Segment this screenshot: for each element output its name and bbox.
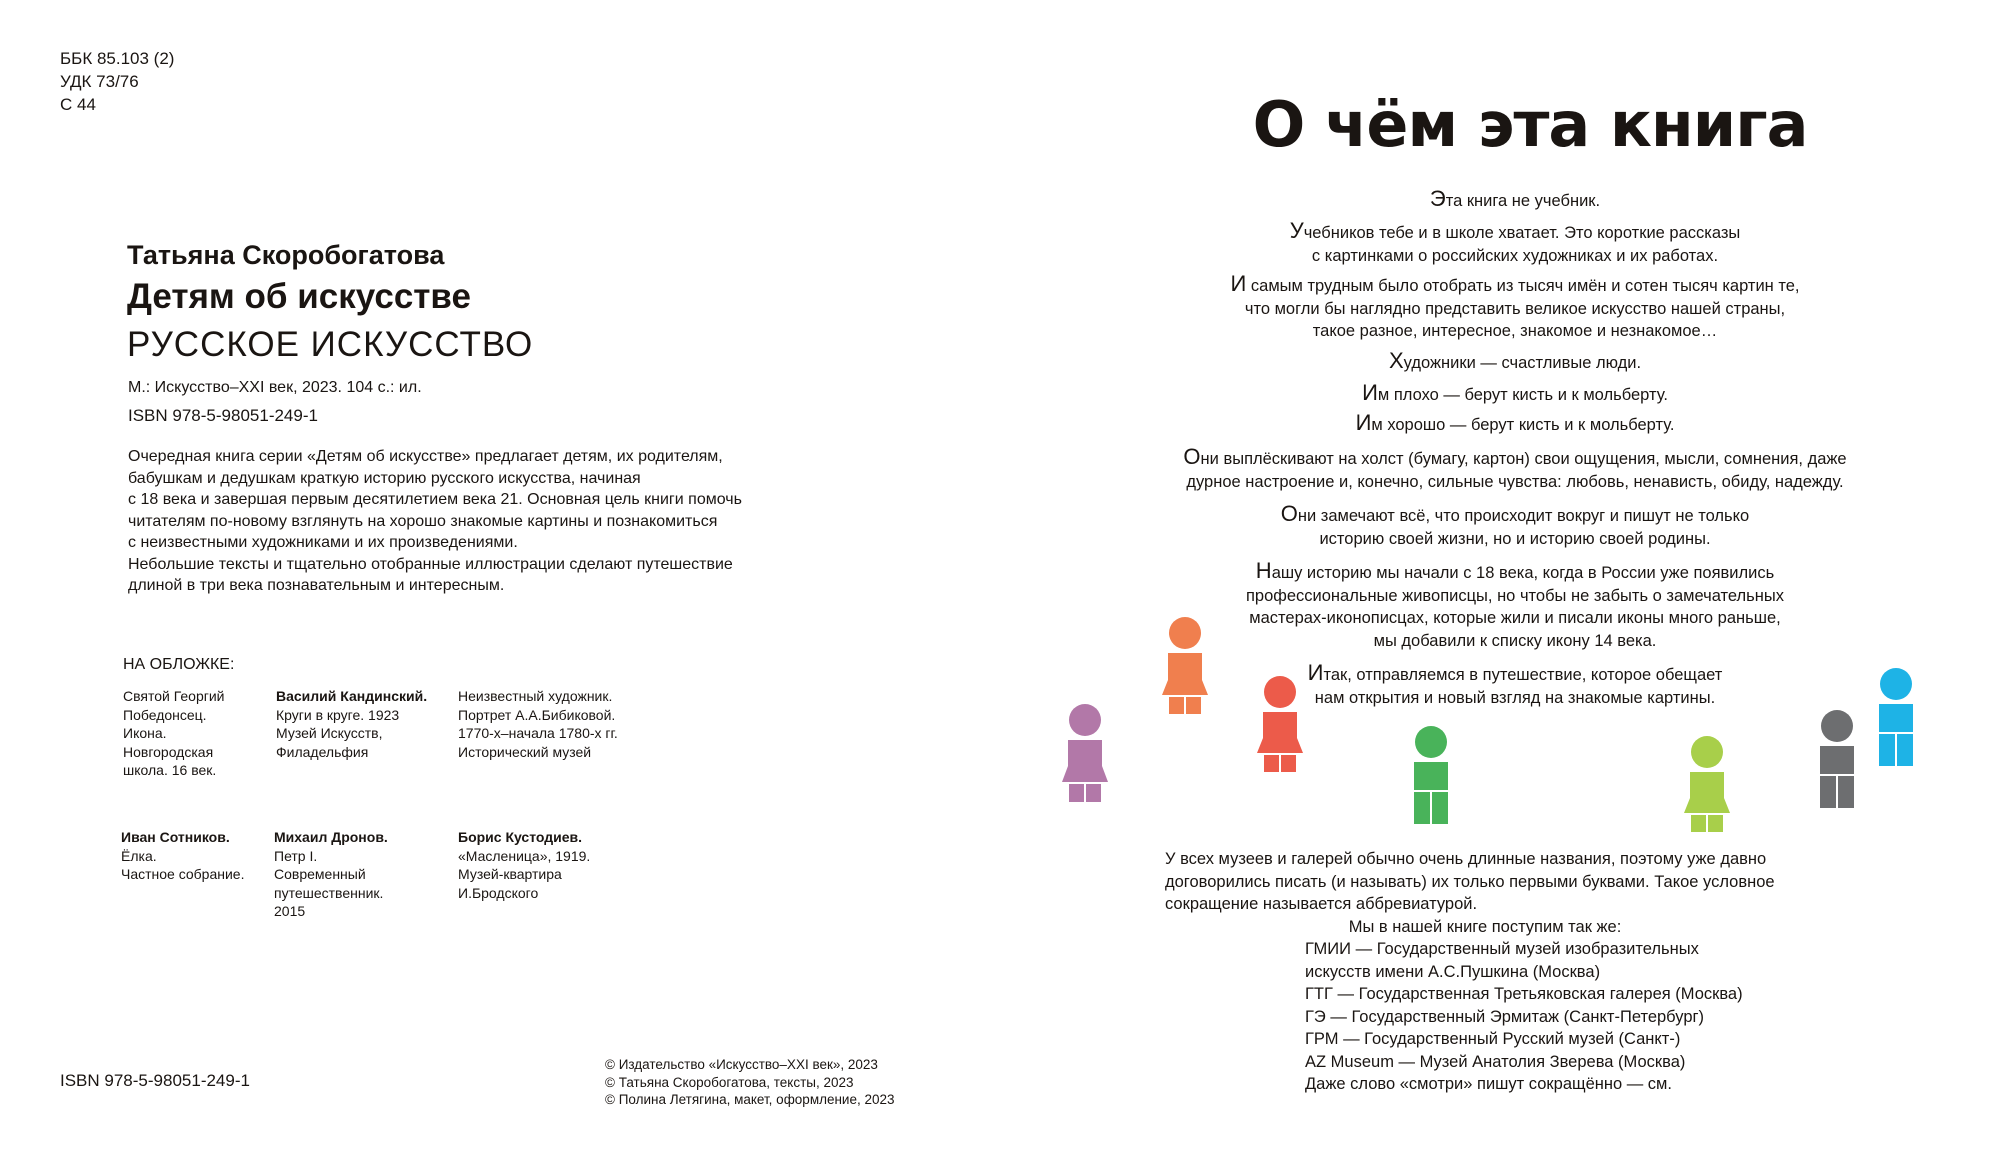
para-line: ашу историю мы начали с 18 века, когда в России уже появились [1271,564,1775,582]
para-line: так, отправляемся в путешествие, которое обещает [1323,666,1723,684]
annotation-line: Небольшие тексты и тщательно отобранные иллюстрации сделают путешествие [128,555,733,573]
annotation-line: с 18 века и завершая первым десятилетием века 21. Основная цель книги помочь [128,491,742,508]
drop-letter: О [1183,444,1201,469]
museums-intro-line: договорились писать (и называть) их только первыми буквами. Такое условное [1165,872,1775,891]
para-line: мастерах-иконописцах, которые жили и писали иконы много раньше, [1249,609,1781,627]
cover-line: Современный [274,866,366,882]
copyright-line: © Татьяна Скоробогатова, тексты, 2023 [605,1074,854,1090]
abbreviations-section [1165,848,1805,1096]
annotation-line: длиной в три века познавательным и интересным. [128,577,505,594]
figure-boy-green [1414,726,1448,824]
para-line: самым трудным было отобрать из тысяч имён и сотен тысяч картин те, [1246,277,1800,295]
annotation-line: Очередная книга серии «Детям об искусстве» предлагает детям, их родителям, [128,448,723,465]
para-line: ни замечают всё, что происходит вокруг и пишут не только [1297,507,1750,525]
para-line: м хорошо — берут кисть и к мольберту. [1371,416,1675,434]
cover-line: Ёлка. [121,847,157,864]
drop-letter: Э [1429,186,1446,211]
cover-artist: Василий Кандинский. [276,688,428,704]
udk-code: УДК 73/76 [60,72,139,91]
para-line: чебников тебе и в школе хватает. Это короткие рассказы [1303,224,1741,242]
para-line: историю своей жизни, но и историю своей родины. [1319,529,1711,548]
figure-boy-grey [1820,710,1854,808]
museums-lead: Мы в нашей книге поступим так же: [1348,917,1622,936]
para-line: с картинками о российских художниках и их работах. [1311,246,1719,265]
annotation-line: читателям по-новому взглянуть на хорошо знакомые картины и познакомиться [128,512,718,530]
cover-line: школа. 16 век. [123,762,217,778]
annotation-line: с неизвестными художниками и их произведениями. [128,534,518,551]
para-line: нам открытия и новый взгляд на знакомые картины. [1314,688,1716,707]
cover-line: Круги в круге. 1923 [276,706,400,723]
drop-letter: О [1280,501,1298,526]
cover-line: Победонсец. [123,706,207,723]
cover-line: Петр I. [274,847,318,864]
isbn-bottom: ISBN 978-5-98051-249-1 [60,1071,250,1090]
abbreviation-line: Даже слово «смотри» пишут сокращённо — см. [1305,1075,1672,1093]
drop-letter: Н [1255,558,1272,583]
cover-artist: Борис Кустодиев. [458,829,583,845]
abbreviation-line: ГРМ — Государственный Русский музей (Санкт-) [1305,1030,1681,1048]
abbreviation-line: AZ Museum — Музей Анатолия Зверева (Москва) [1305,1052,1686,1071]
para-line: что могли бы наглядно представить великое искусство нашей страны, [1244,299,1786,318]
cover-artist: Михаил Дронов. [274,829,388,845]
drop-letter: И [1355,410,1372,435]
cover-line: Икона. [123,725,167,741]
cover-line: Портрет А.А.Бибиковой. [458,706,616,723]
book-subtitle: РУССКОЕ ИСКУССТВО [127,325,534,364]
para-line: удожники — счастливые люди. [1403,354,1642,372]
para-line: м плохо — берут кисть и к мольберту. [1377,386,1668,404]
drop-letter: У [1289,218,1304,243]
cover-line: путешественник. [274,884,384,901]
drop-letter: И [1362,380,1378,405]
cover-line: 2015 [274,903,306,919]
publication-info: М.: Искусство–XXI век, 2023. 104 с.: ил. [128,379,422,396]
cover-line: Неизвестный художник. [458,688,613,704]
para-line: такое разное, интересное, знакомое и незнакомое… [1312,322,1718,340]
cover-line: Исторический музей [458,743,592,760]
figure-boy-cyan [1879,668,1913,766]
cover-artist: Иван Сотников. [121,829,230,845]
figure-girl-lime [1684,736,1730,832]
annotation-line: бабушкам и дедушкам краткую историю русского искусства, начиная [128,469,641,487]
cover-line: Филадельфия [276,743,369,760]
cover-line: Частное собрание. [121,866,245,882]
para-line: мы добавили к списку икону 14 века. [1373,631,1657,650]
author-mark: С 44 [60,95,96,114]
figure-girl-mauve [1062,704,1108,802]
drop-letter: И [1307,660,1324,685]
cover-line: И.Бродского [458,884,539,901]
bbk-code: ББК 85.103 (2) [60,49,175,68]
abbreviation-line: искусств имени А.С.Пушкина (Москва) [1305,962,1601,981]
cover-heading: НА ОБЛОЖКЕ: [123,656,235,673]
copyright-line: © Полина Летягина, макет, оформление, 2023 [605,1092,895,1107]
isbn: ISBN 978-5-98051-249-1 [128,406,318,425]
cover-line: Новгородская [123,743,214,760]
page-title: О чём эта книга [1252,88,1808,161]
copyright-line: © Издательство «Искусство–XXI век», 2023 [605,1057,878,1072]
abbreviation-line: ГЭ — Государственный Эрмитаж (Санкт-Петербург) [1305,1007,1705,1026]
figure-girl-orange [1162,617,1208,714]
series-title: Детям об искусстве [127,277,471,316]
cover-line: Музей-квартира [458,866,562,882]
museums-intro-line: сокращение называется аббревиатурой. [1165,895,1478,913]
cover-line: Святой Георгий [123,688,225,704]
para-line: та книга не учебник. [1445,192,1601,210]
cover-line: 1770-х–начала 1780-х гг. [458,725,618,741]
abbreviation-line: ГТГ — Государственная Третьяковская галерея (Москва) [1305,985,1743,1003]
author-name: Татьяна Скоробогатова [127,240,445,270]
drop-letter: Х [1388,348,1404,373]
drop-letter: И [1230,271,1247,296]
para-line: ни выплёскивают на холст (бумагу, картон) свои ощущения, мысли, сомнения, даже [1200,450,1847,468]
museums-intro-line: У всех музеев и галерей обычно очень длинные названия, поэтому уже давно [1165,850,1767,868]
figure-girl-red [1257,676,1303,772]
para-line: дурное настроение и, конечно, сильные чувства: любовь, ненависть, обиду, надежду. [1186,472,1844,491]
abbreviation-line: ГМИИ — Государственный музей изобразительных [1305,940,1699,958]
para-line: профессиональные живописцы, но чтобы не забыть о замечательных [1246,586,1784,605]
cover-line: «Масленица», 1919. [458,847,591,864]
cover-line: Музей Искусств, [276,725,383,741]
